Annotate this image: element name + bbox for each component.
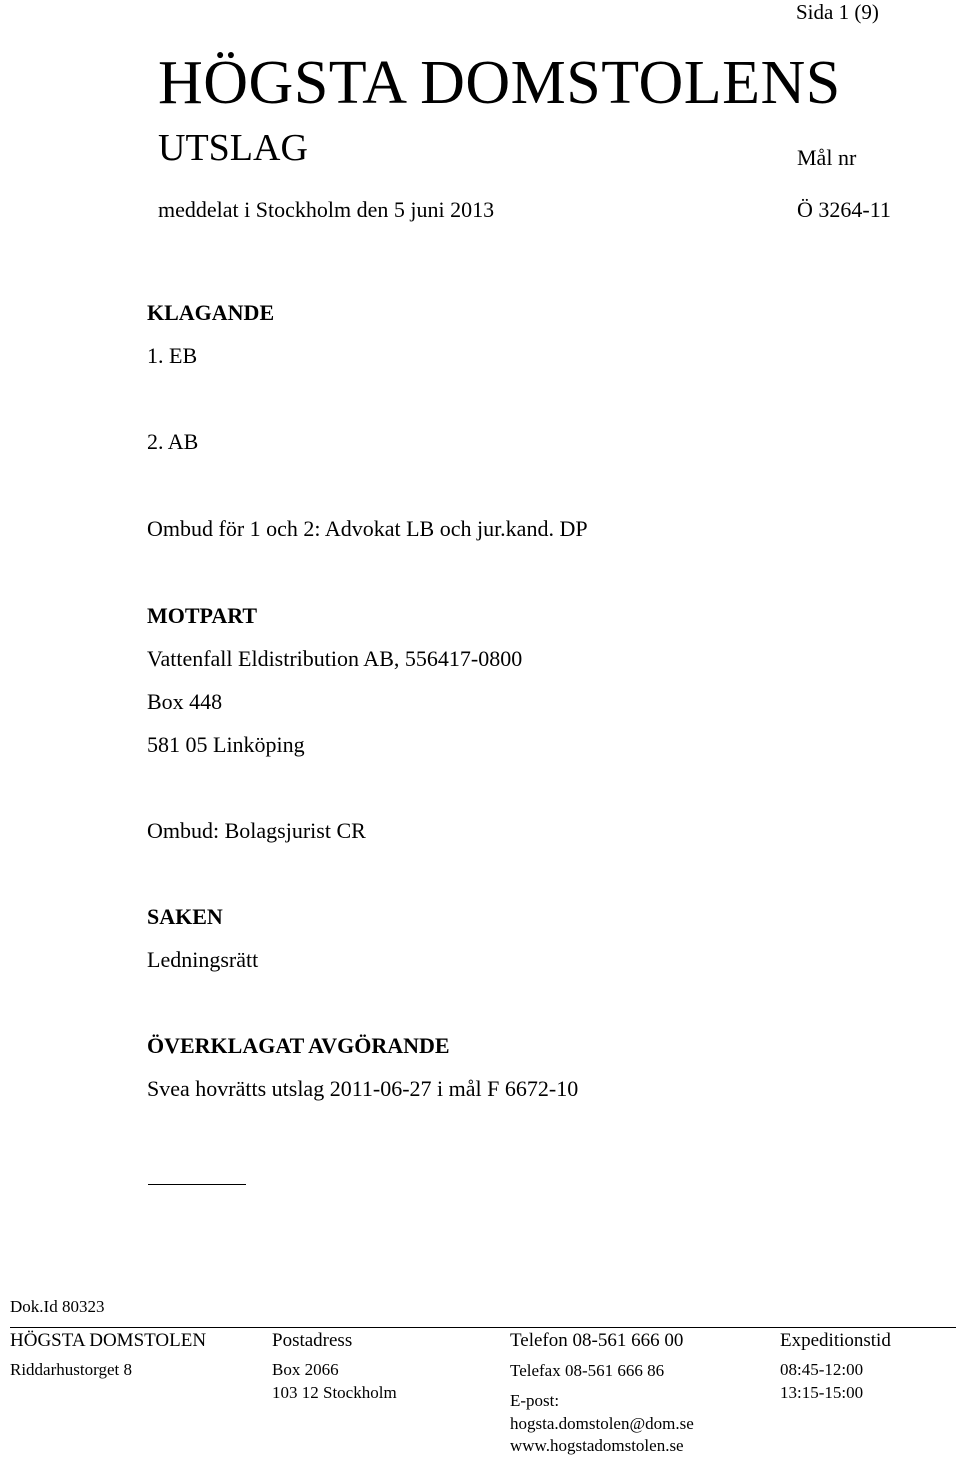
footer-hours-morning: 08:45-12:00	[780, 1360, 864, 1379]
footer-postal-box: Box 2066	[272, 1360, 339, 1379]
footer-fax: Telefax 08-561 666 86	[510, 1361, 665, 1380]
case-number-label: Mål nr	[797, 145, 857, 170]
footer-street: Riddarhustorget 8	[10, 1360, 132, 1379]
appealed-decision-heading: ÖVERKLAGAT AVGÖRANDE	[147, 1033, 450, 1058]
appealed-decision-value: Svea hovrätts utslag 2011-06-27 i mål F 6672-10	[147, 1076, 579, 1101]
appellant-counsel: Ombud för 1 och 2: Advokat LB och jur.kand. DP	[147, 516, 588, 541]
matter-value: Ledningsrätt	[147, 947, 259, 972]
respondent-name: Vattenfall Eldistribution AB, 556417-0800	[147, 646, 523, 671]
respondent-city: 581 05 Linköping	[147, 732, 305, 757]
footer-divider	[10, 1327, 956, 1328]
respondent-counsel: Ombud: Bolagsjurist CR	[147, 818, 366, 843]
document-type: UTSLAG	[158, 127, 308, 169]
court-title: HÖGSTA DOMSTOLENS	[158, 49, 841, 117]
footer-web[interactable]: www.hogstadomstolen.se	[510, 1436, 684, 1455]
appellant-heading: KLAGANDE	[147, 300, 275, 325]
appellant-2: 2. AB	[147, 429, 199, 454]
footer-postal-label: Postadress	[272, 1330, 353, 1351]
footer-email-label: E-post:	[510, 1391, 560, 1410]
footer-hours-label: Expeditionstid	[780, 1330, 891, 1351]
footer-email[interactable]: hogsta.domstolen@dom.se	[510, 1414, 694, 1433]
respondent-heading: MOTPART	[147, 603, 258, 628]
matter-heading: SAKEN	[147, 904, 223, 929]
page-number: Sida 1 (9)	[796, 0, 879, 24]
respondent-box: Box 448	[147, 689, 223, 714]
footer-org-name: HÖGSTA DOMSTOLEN	[10, 1330, 207, 1351]
separator-line	[148, 1184, 246, 1185]
issued-line: meddelat i Stockholm den 5 juni 2013	[158, 197, 495, 222]
footer-postal-city: 103 12 Stockholm	[272, 1383, 397, 1402]
footer-hours-afternoon: 13:15-15:00	[780, 1383, 864, 1402]
case-number: Ö 3264-11	[797, 197, 891, 222]
footer-phone: Telefon 08-561 666 00	[510, 1330, 684, 1351]
appellant-1: 1. EB	[147, 343, 198, 368]
document-id: Dok.Id 80323	[10, 1297, 105, 1316]
